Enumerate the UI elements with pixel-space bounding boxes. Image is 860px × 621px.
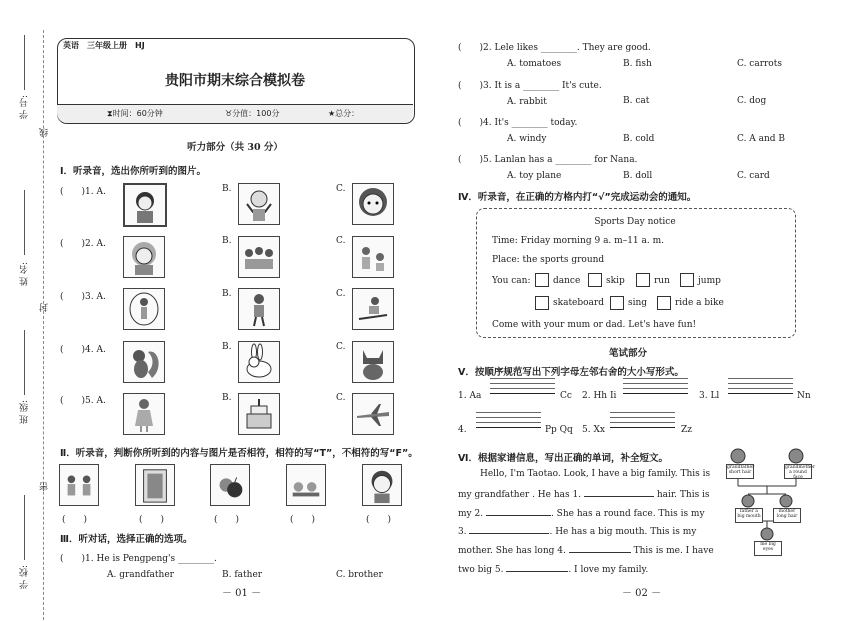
grandfather-label: grandfather short hair: [726, 464, 754, 479]
girl-skipping-icon[interactable]: [123, 288, 165, 330]
listening-heading: 听力部分（共 30 分）: [187, 142, 283, 153]
part2-answer-5[interactable]: ( ): [366, 515, 392, 525]
cake-icon[interactable]: [238, 393, 280, 435]
page-number-right: － 02 －: [622, 588, 662, 599]
part6-title: Ⅵ．根据家谱信息，写出正确的单词，补全短文。: [458, 453, 668, 464]
girl-doll-icon[interactable]: [123, 393, 165, 435]
writing-lines[interactable]: [476, 412, 541, 432]
door-icon[interactable]: [135, 464, 175, 506]
page-number-left: － 01 －: [222, 588, 262, 599]
part2-answer-4[interactable]: ( ): [290, 515, 316, 525]
letters-2: 2. Hh Ii: [582, 391, 617, 401]
apple-icon[interactable]: [210, 464, 250, 506]
writing-lines[interactable]: [623, 378, 688, 398]
total-info: ★总分：: [328, 109, 360, 118]
notice-footer: Come with your mum or dad. Let's have fun!: [492, 320, 697, 330]
passage-line-2: my grandfather . He has 1. hair. This is: [458, 490, 710, 500]
checkbox-skateboard[interactable]: [535, 296, 549, 310]
letters-5: 5. Xx: [582, 425, 605, 435]
letters-4-end: Pp Qq: [545, 425, 573, 435]
letters-3: 3. Ll: [699, 391, 720, 401]
option-sing: sing: [628, 298, 648, 308]
notice-place: Place: the sports ground: [492, 255, 605, 265]
checkbox-jump[interactable]: [680, 273, 694, 287]
passage-line-6: two big 5. . I love my family.: [458, 565, 649, 575]
blank-5[interactable]: [506, 563, 568, 572]
kids-dancing-icon[interactable]: [59, 464, 99, 506]
boy-riding-icon[interactable]: [352, 288, 394, 330]
part2-answer-1[interactable]: ( ): [62, 515, 88, 525]
passage-line-3: my 2. . She has a round face. This is my: [458, 509, 705, 519]
checkbox-ride-a-bike[interactable]: [657, 296, 671, 310]
blank-4[interactable]: [569, 544, 631, 553]
blank-3[interactable]: [469, 525, 549, 534]
option-run: run: [654, 276, 670, 286]
checkbox-dance[interactable]: [535, 273, 549, 287]
girl-portrait-icon[interactable]: [123, 183, 167, 227]
writing-heading: 笔试部分: [608, 348, 647, 359]
writing-lines[interactable]: [610, 412, 675, 432]
me-label: me big eyes: [754, 541, 782, 556]
class-line: [24, 330, 25, 395]
plane-icon[interactable]: [352, 393, 394, 435]
blank-2[interactable]: [486, 507, 551, 516]
passage-line-1: Hello, I'm Taotao. Look, I have a big family. This is: [480, 469, 711, 479]
part2-answer-3[interactable]: ( ): [214, 515, 240, 525]
class-label: 班 级:: [20, 400, 30, 424]
notice-you-can: You can:: [492, 276, 531, 286]
squirrel-icon[interactable]: [123, 341, 165, 383]
mother-label: mother long hair: [773, 508, 801, 523]
boy-face-icon[interactable]: [362, 464, 402, 506]
time-info: ⧗时间：60分钟: [107, 109, 163, 118]
name-label: 姓 名:: [20, 262, 30, 286]
part2-answer-2[interactable]: ( ): [139, 515, 165, 525]
letters-3-end: Nn: [797, 391, 811, 401]
seat-label: 学 号:: [20, 95, 30, 119]
name-line: [24, 190, 25, 255]
seal-mark-1: 线: [40, 128, 50, 137]
checkbox-skip[interactable]: [588, 273, 602, 287]
school-label: 学 校:: [20, 565, 30, 589]
subject-tab: 英语 三年级上册 HJ: [63, 41, 145, 50]
writing-lines[interactable]: [490, 378, 555, 398]
star-icon: ★: [328, 109, 336, 118]
checkbox-sing[interactable]: [610, 296, 624, 310]
blank-1[interactable]: [584, 488, 654, 497]
family-group-icon[interactable]: [238, 236, 280, 278]
page-title: 贵阳市期末综合模拟卷: [165, 73, 305, 89]
option-dance: dance: [553, 276, 581, 286]
woman-portrait-icon[interactable]: [123, 236, 165, 278]
letters-1-end: Cc: [560, 391, 572, 401]
seat-line: [24, 35, 25, 90]
writing-lines[interactable]: [728, 378, 793, 398]
rabbit-icon[interactable]: [238, 341, 280, 383]
option-jump: jump: [698, 276, 721, 286]
girl-face-icon[interactable]: [352, 183, 394, 225]
passage-line-5: mother. She has long 4. This is me. I have: [458, 546, 714, 556]
score-info: ♉分值：100分: [225, 109, 280, 118]
father-label: father a big mouth: [735, 508, 763, 523]
seal-mark-3: 密: [40, 482, 50, 491]
grandmother-label: grandmother a round face: [785, 465, 815, 480]
part3-title: Ⅲ．听对话，选择正确的选项。: [60, 534, 193, 545]
letters-4: 4.: [458, 425, 467, 435]
option-skip: skip: [606, 276, 625, 286]
medal-icon: ♉: [225, 109, 233, 118]
checkbox-run[interactable]: [636, 273, 650, 287]
cat-icon[interactable]: [352, 341, 394, 383]
option-ride-a-bike: ride a bike: [675, 298, 724, 308]
school-line: [24, 495, 25, 560]
boy-standing-icon[interactable]: [238, 288, 280, 330]
part4-title: Ⅳ．听录音，在正确的方格内打“√”完成运动会的通知。: [458, 192, 697, 203]
binding-line: [43, 30, 44, 620]
clock-icon: ⧗: [107, 109, 113, 118]
passage-line-4: 3. . He has a big mouth. This is my: [458, 527, 697, 537]
part1-title: Ⅰ．听录音，选出你所听到的图片。: [60, 166, 207, 177]
option-skateboard: skateboard: [553, 298, 604, 308]
part5-title: Ⅴ．按顺序规范写出下列字母左邻右舍的大小写形式。: [458, 367, 684, 378]
seal-mark-2: 封: [40, 303, 50, 312]
notice-title: Sports Day notice: [594, 217, 676, 227]
kids-playing-icon[interactable]: [352, 236, 394, 278]
letters-5-end: Zz: [681, 425, 692, 435]
part2-title: Ⅱ．听录音，判断你所听到的内容与图片是否相符，相符的写“T”，不相符的写“F”。: [60, 448, 418, 459]
boy-waving-icon[interactable]: [238, 183, 280, 225]
notice-time: Time: Friday morning 9 a. m–11 a. m.: [492, 236, 664, 246]
animals-icon[interactable]: [286, 464, 326, 506]
letters-1: 1. Aa: [458, 391, 482, 401]
